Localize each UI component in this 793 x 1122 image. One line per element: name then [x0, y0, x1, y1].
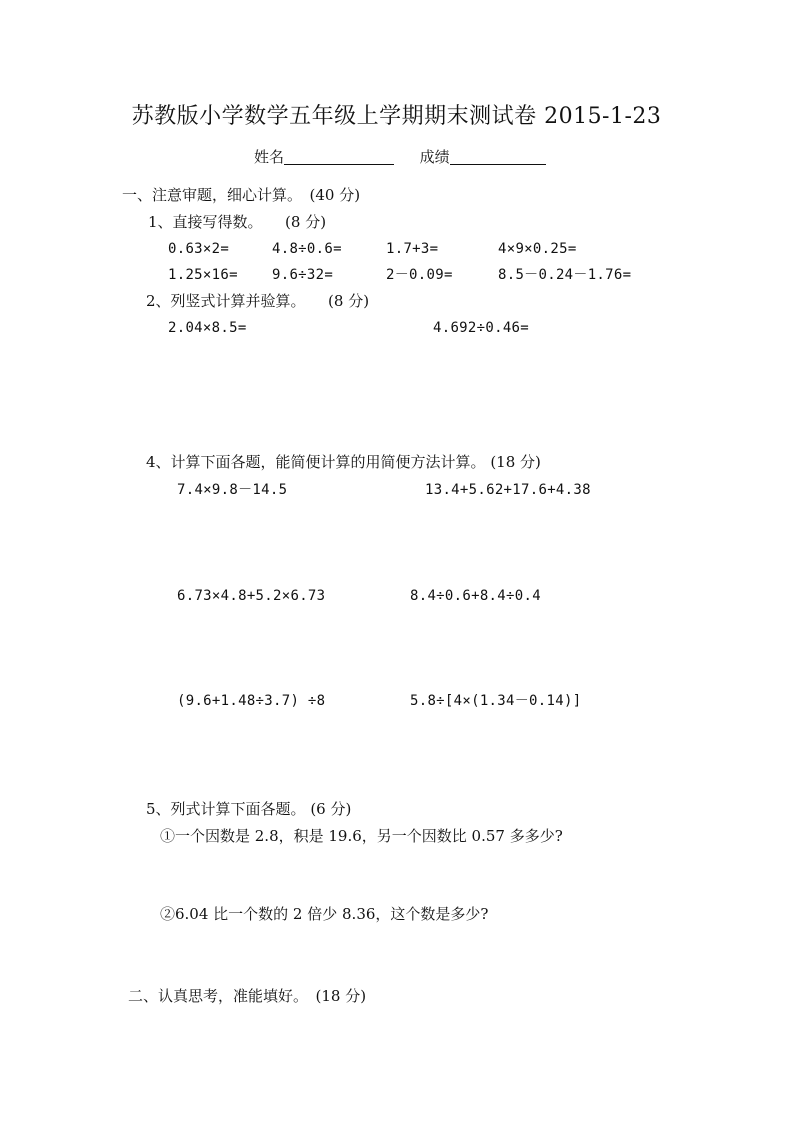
- student-info-fields: [254, 150, 546, 165]
- score-label: 成绩: [419, 148, 450, 166]
- word-problem-1: ①一个因数是 2.8，积是 19.6，另一个因数比 0.57 多多少?: [160, 827, 563, 845]
- oral-calc-item: 2－0.09=: [386, 267, 453, 283]
- part5-heading: 5、列式计算下面各题。 (6 分): [146, 800, 352, 818]
- oral-calc-item: 1.25×16=: [168, 267, 238, 283]
- simplify-calc-item: 6.73×4.8+5.2×6.73: [177, 588, 326, 604]
- part4-heading: 4、计算下面各题，能简便计算的用简便方法计算。 (18 分): [146, 453, 541, 471]
- part2-heading: 2、列竖式计算并验算。 (8 分): [146, 292, 370, 310]
- simplify-calc-item: 5.8÷[4×(1.34－0.14)]: [410, 693, 582, 709]
- oral-calc-item: 4×9×0.25=: [498, 241, 577, 257]
- oral-calc-item: 0.63×2=: [168, 241, 230, 257]
- section1-heading: 一、注意审题，细心计算。 (40 分): [122, 186, 361, 204]
- vertical-calc-item: 2.04×8.5=: [168, 320, 247, 336]
- oral-calc-item: 1.7+3=: [386, 241, 439, 257]
- oral-calc-item: 9.6÷32=: [272, 267, 334, 283]
- vertical-calc-item: 4.692÷0.46=: [433, 320, 530, 336]
- word-problem-2: ②6.04 比一个数的 2 倍少 8.36，这个数是多少?: [160, 905, 489, 923]
- score-blank[interactable]: [450, 150, 546, 165]
- simplify-calc-item: 8.4÷0.6+8.4÷0.4: [410, 588, 541, 604]
- page-title: 苏教版小学数学五年级上学期期末测试卷 2015-1-23: [131, 104, 662, 129]
- section2-heading: 二、认真思考，准能填好。 (18 分): [128, 987, 367, 1005]
- part1-heading: 1、直接写得数。 (8 分): [148, 213, 327, 231]
- oral-calc-item: 4.8÷0.6=: [272, 241, 342, 257]
- simplify-calc-item: 7.4×9.8－14.5: [177, 482, 288, 498]
- oral-calc-item: 8.5－0.24－1.76=: [498, 267, 632, 283]
- simplify-calc-item: 13.4+5.62+17.6+4.38: [425, 482, 591, 498]
- name-blank[interactable]: [284, 150, 394, 165]
- name-label: 姓名: [254, 148, 285, 166]
- simplify-calc-item: (9.6+1.48÷3.7) ÷8: [177, 693, 326, 709]
